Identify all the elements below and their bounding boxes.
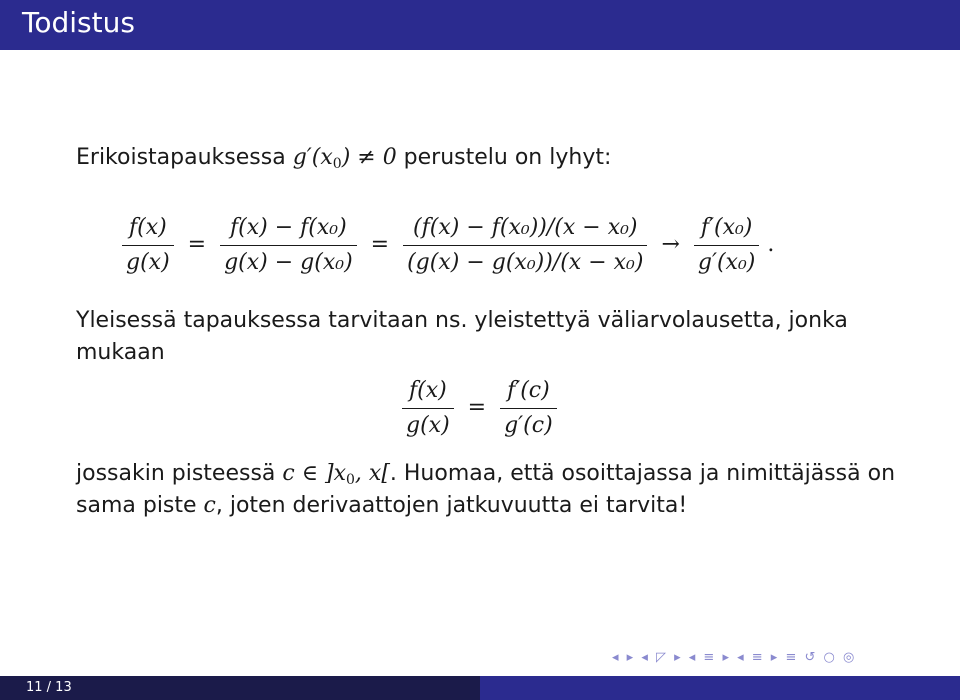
fraction-derivatives-at-c: $\frac{f'(c)}{g'(c)}$ (500, 377, 557, 440)
general-case-paragraph: Yleisessä tapauksessa tarvitaan ns. yleistettyä väliarvolausetta, jonka mukaan (76, 308, 848, 365)
intro-condition: $g'(x_0) \ne 0$ (292, 145, 397, 172)
footer-page-bar (0, 676, 480, 700)
equation-special-case (116, 205, 774, 285)
page-indicator: 11 / 13 (26, 680, 72, 695)
equals-sign: = (187, 232, 207, 257)
fraction-difference-quotient: $\frac{\text{(f(x) − f(x₀))/(x − x₀)}}{\text{(g(x) − g(x₀))/(x − x₀)}}$ (403, 214, 647, 277)
slide-title: Todistus (22, 6, 135, 39)
interval-expression: c ∈ ]$x_0$, x[ (282, 461, 390, 488)
equals-sign: = (370, 232, 390, 257)
intro-tail: perustelu on lyhyt: (396, 145, 612, 170)
equation-mean-value (396, 368, 563, 448)
navigation-controls[interactable]: ◂ ▸ ◂ ◸ ▸ ◂ ≡ ▸ ◂ ≡ ▸ ≡ ↺ ○ ◎ (612, 650, 857, 665)
footer-bar-right (480, 676, 960, 700)
title-bar (0, 0, 960, 50)
intro-paragraph (76, 142, 611, 174)
variable-c: c (203, 493, 216, 518)
fraction-f-over-g: $\frac{f(x)}{g(x)}$ (122, 214, 174, 277)
equals-sign: = (467, 395, 487, 420)
fraction-difference: $\frac{\text{f(x) − f(x₀)}}{\text{g(x) − g(x₀)}}$ (220, 214, 357, 277)
conclusion-paragraph: jossakin pisteessä c ∈ ]$x_0$, x[. Huomaa, että osoittajassa ja nimittäjässä on sama piste c, joten derivaattojen jatkuvuutta ei tarvita! (76, 461, 896, 518)
fraction-f-over-g: $\frac{f(x)}{g(x)}$ (402, 377, 454, 440)
intro-lead: Erikoistapauksessa (76, 145, 293, 170)
equation-period: . (767, 232, 775, 257)
limit-arrow: → (661, 232, 680, 257)
fraction-derivatives: $\frac{\text{f′(x₀)}}{\text{g′(x₀)}}$ (694, 214, 759, 277)
